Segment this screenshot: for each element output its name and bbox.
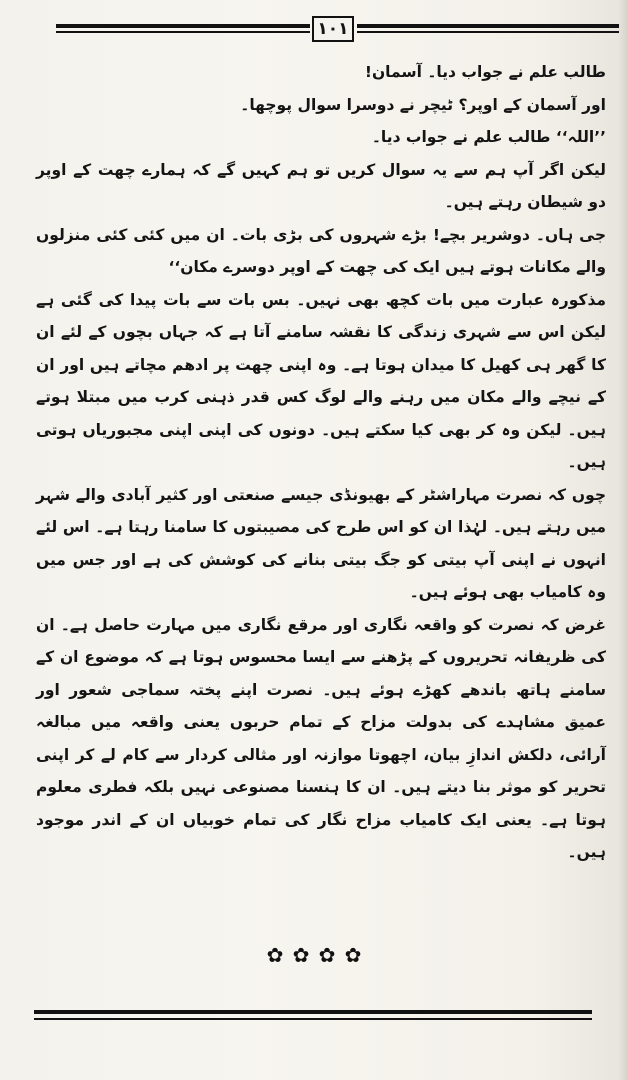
footer-rule-thick [34,1010,592,1014]
page-number: ١٠١ [312,16,354,42]
paragraph: چوں کہ نصرت مہاراشٹر کے بھیونڈی جیسے صنعتی اور کثیر آبادی والے شہر میں رہتے ہیں۔ لہٰذا ان کو اس طرح کی مصیبتوں کا سامنا رہتا ہے۔ اس لئے انہوں نے اپنی آپ بیتی کو جگ بیتی بنانے کی کوشش کی ہے اور جس میں وہ کامیاب بھی ہوئے ہیں۔ [36,485,606,601]
header-rule-right [357,21,619,37]
paragraph: طالب علم نے جواب دیا۔ آسمان! [364,63,606,81]
section-ornament [264,941,364,969]
paragraph: لیکن اگر آپ ہم سے یہ سوال کریں تو ہم کہیں گے کہ ہمارے چھت کے اوپر دو شیطان رہتے ہیں۔ [36,160,606,211]
flower-icon: ✿ [344,943,362,967]
header-rule-left [56,21,310,37]
flower-icon: ✿ [292,943,310,967]
paragraph: ’’اللہ‘‘ طالب علم نے جواب دیا۔ [371,128,606,146]
flower-icon: ✿ [266,943,284,967]
paragraph: غرض کہ نصرت کو واقعہ نگاری اور مرقع نگاری میں مہارت حاصل ہے۔ ان کی ظریفانہ تحریروں کے پڑھنے سے ایسا محسوس ہوتا ہے کہ موضوع ان کے سامنے ہاتھ باندھے کھڑے ہوئے ہیں۔ نصرت اپنے پختہ سماجی شعور اور عمیق مشاہدے کی بدولت مزاح کے تمام حربوں یعنی واقعہ میں مبالغہ آرائی، دلکش اندازِ بیان، اچھوتا موازنہ اور مثالی کردار سے کام لے کر اپنی تحریر کو موثر بنا دیتے ہیں۔ ان کا ہنسنا مصنوعی نہیں بلکہ فطری معلوم ہوتا ہے۔ یعنی ایک کامیاب مزاح نگار کی تمام خوبیاں ان کے اندر موجود ہیں۔ [36,615,606,861]
footer-rule-thin [34,1018,592,1020]
body-text [36,56,606,869]
flower-icon: ✿ [318,943,336,967]
paragraph: جی ہاں۔ دوشریر بچے! بڑے شہروں کی بڑی بات۔ ان میں کئی کئی منزلوں والے مکانات ہوتے ہیں ایک کی چھت کے اوپر دوسرے مکان‘‘ [36,225,606,276]
paragraph: مذکورہ عبارت میں بات کچھ بھی نہیں۔ بس بات سے بات پیدا کی گئی ہے لیکن اس سے شہری زندگی کا نقشہ سامنے آتا ہے کہ جہاں بچوں کے لئے ان کا گھر ہی کھیل کا میدان ہوتا ہے۔ وہ اپنی چھت پر ادھم مچاتے ہیں اور ان کے نیچے والے مکان میں رہنے والے لوگ کس قدر ذہنی کرب میں مبتلا ہوتے ہیں۔ لیکن وہ کر بھی کیا سکتے ہیں۔ دونوں کی اپنی اپنی مجبوریاں ہوتی ہیں۔ [36,290,606,471]
paragraph: اور آسمان کے اوپر؟ ٹیچر نے دوسرا سوال پوچھا۔ [240,95,606,114]
